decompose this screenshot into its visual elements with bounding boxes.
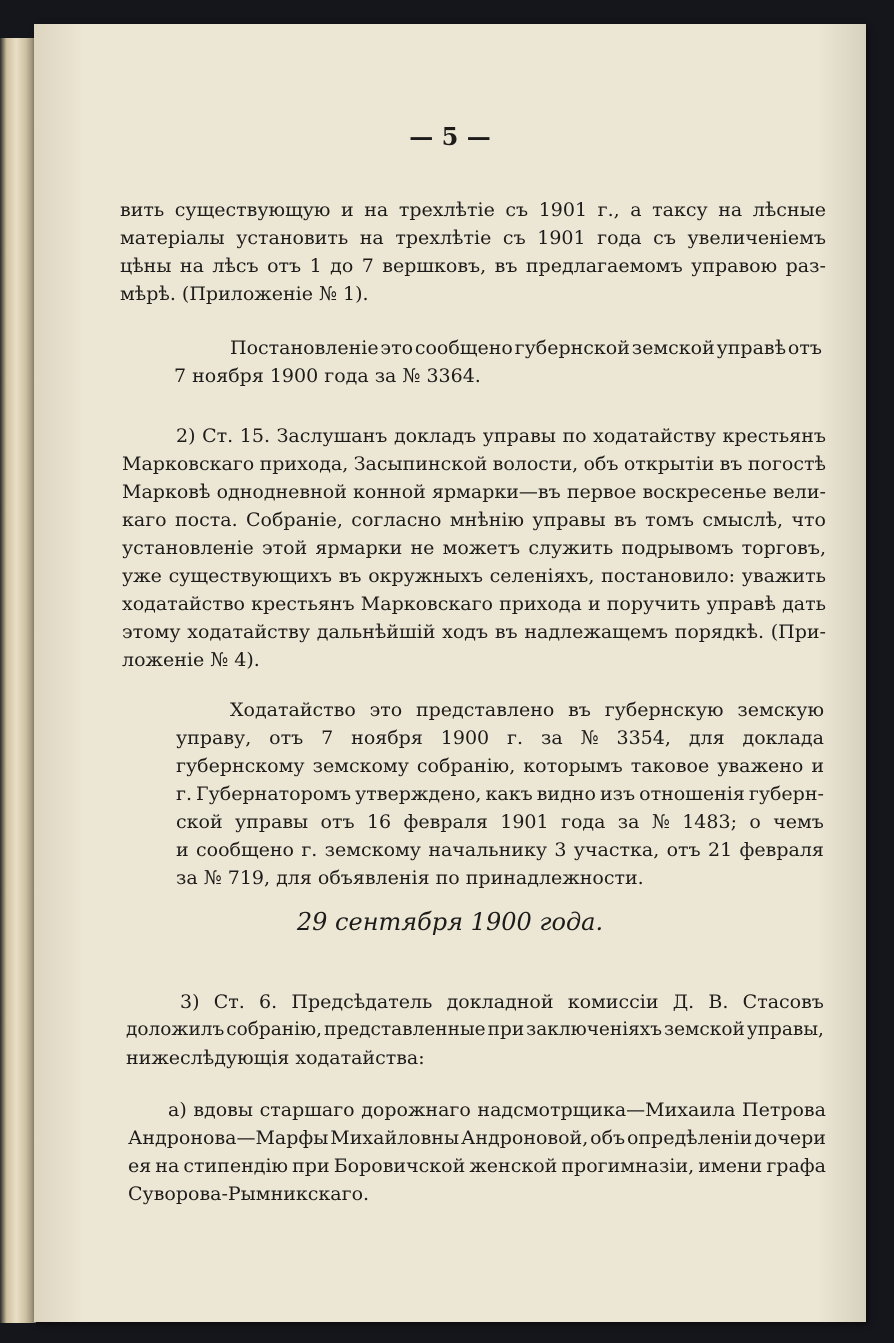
word: г.,	[597, 199, 620, 221]
word: года	[597, 227, 642, 249]
text-line	[176, 780, 824, 808]
text-line: за № 719, для объявленія по принадлежности.	[176, 867, 644, 889]
text-line: нижеслѣдующія ходатайства:	[126, 1047, 425, 1069]
paragraph-tax	[120, 196, 826, 308]
word: дальнѣйшій	[316, 621, 436, 643]
word: окружныхъ	[368, 565, 483, 587]
word: собранію,	[226, 1019, 323, 1040]
word: управѣ	[706, 593, 776, 615]
word: установленіе	[122, 537, 254, 559]
text-line	[120, 196, 826, 224]
word: подрывомъ	[621, 537, 734, 559]
word: Стасовъ	[742, 991, 824, 1013]
word: этому	[122, 621, 181, 643]
word: 3	[554, 839, 567, 861]
word: дочери	[754, 1127, 826, 1149]
word: ноября	[351, 727, 423, 749]
word: 1901	[537, 227, 586, 249]
text-line	[122, 534, 826, 562]
word: что	[791, 509, 826, 531]
word: порядкѣ.	[674, 621, 764, 643]
word: можетъ	[442, 537, 521, 559]
word: №	[580, 727, 599, 749]
word: 3)	[180, 991, 200, 1013]
word: года	[560, 811, 606, 833]
word: и	[587, 593, 601, 615]
text-line	[122, 506, 826, 534]
word: заключеніяхъ	[526, 1019, 662, 1040]
word: съ	[505, 199, 529, 221]
word: каго	[122, 509, 167, 531]
word: въ	[338, 565, 362, 587]
word: 2)	[176, 425, 196, 447]
text-line	[120, 224, 826, 252]
word: изъ	[599, 783, 636, 805]
word: для	[688, 727, 725, 749]
word: Боровичской	[333, 1155, 466, 1177]
word: таксу	[652, 199, 708, 221]
word: отъ	[267, 255, 302, 277]
text-line	[128, 1124, 826, 1152]
word: это	[369, 699, 403, 721]
word: сообщено	[196, 839, 294, 861]
text-line	[174, 334, 822, 362]
word: а	[630, 199, 642, 221]
word: Предсѣдатель	[291, 991, 433, 1013]
word: мнѣнію	[449, 509, 525, 531]
text-line	[122, 562, 826, 590]
word: дать	[782, 593, 826, 615]
word: однодневной	[216, 481, 347, 503]
text-line	[126, 988, 824, 1016]
word: вершковъ,	[382, 255, 487, 277]
word: управы,	[746, 1019, 824, 1040]
paragraph-petition-forwarded	[176, 696, 824, 892]
word: прихода	[499, 593, 582, 615]
word: 6.	[259, 991, 278, 1013]
word: земскому	[324, 839, 421, 861]
word: о	[749, 811, 761, 833]
word: Собраніе,	[245, 509, 343, 531]
word: ской	[176, 811, 223, 833]
word: Михайловны	[330, 1127, 460, 1149]
word: крестьянъ	[251, 593, 355, 615]
word: собранію,	[416, 755, 516, 777]
word: Д.	[672, 991, 695, 1013]
text-line: Суворова-Рымникскаго.	[128, 1183, 370, 1205]
text-line	[128, 1152, 826, 1180]
word: Андроновой,	[460, 1127, 589, 1149]
word: 1	[309, 255, 322, 277]
word: при	[487, 1019, 525, 1040]
text-line	[176, 696, 824, 724]
word: отъ	[666, 839, 701, 861]
word: на	[179, 255, 204, 277]
word: на	[718, 199, 743, 221]
word: представлено	[415, 699, 555, 721]
word: отъ	[269, 727, 304, 749]
word: начальнику	[428, 839, 548, 861]
word: уважено	[717, 755, 804, 777]
word: управы	[482, 425, 556, 447]
word: уже	[122, 565, 162, 587]
word: существующихъ	[168, 565, 333, 587]
word: г.	[301, 839, 318, 861]
word: февраля	[403, 811, 488, 833]
word: надлежащемъ	[524, 621, 668, 643]
word: не	[410, 537, 435, 559]
word: отношенія	[639, 783, 745, 805]
word: томъ	[645, 509, 694, 531]
word: Ходатайство	[230, 699, 356, 721]
word: докладной	[446, 991, 554, 1013]
word: на	[155, 1155, 180, 1177]
word: этой	[261, 537, 308, 559]
word: за	[540, 727, 563, 749]
word: Ст.	[213, 991, 245, 1013]
word: земскую	[737, 699, 824, 721]
word: предлагаемомъ	[525, 255, 683, 277]
text-line	[122, 450, 826, 478]
word: управы	[235, 811, 309, 833]
word: вели-	[772, 481, 826, 503]
document-page	[34, 24, 866, 1322]
word: сообщено	[414, 337, 513, 359]
word: и	[176, 839, 189, 861]
word: ходъ	[442, 621, 489, 643]
word: докладъ	[393, 425, 477, 447]
word: какъ	[485, 783, 533, 805]
word: губерн-	[748, 783, 824, 805]
text-line	[126, 1016, 824, 1044]
word: земской	[631, 337, 715, 359]
word: доклада	[742, 727, 824, 749]
word: на	[364, 199, 389, 221]
word: лѣсъ	[212, 255, 259, 277]
word: февраля	[739, 839, 824, 861]
word: въ	[494, 255, 518, 277]
word: матеріалы	[120, 227, 225, 249]
word: 1900	[440, 727, 490, 749]
word: въ	[719, 453, 743, 475]
word: 7	[361, 255, 374, 277]
word: старшаго	[259, 1099, 355, 1121]
word: Заслушанъ	[276, 425, 388, 447]
word: участка,	[573, 839, 660, 861]
word: крестьянъ	[722, 425, 826, 447]
word: до	[330, 255, 354, 277]
word: ярмарки—въ	[431, 481, 561, 503]
paragraph-resolution-sent	[174, 334, 822, 390]
text-line	[176, 836, 824, 864]
word: Марковскаго	[122, 453, 255, 475]
page-number: — 5 —	[409, 122, 491, 151]
word: управѣ	[716, 337, 787, 359]
word: объ	[583, 453, 619, 475]
word: прихода,	[259, 453, 349, 475]
book-spine-edge	[0, 38, 36, 1323]
word: открытіи	[623, 453, 715, 475]
text-line: ложеніе № 4).	[122, 649, 260, 671]
word: трехлѣтіе	[395, 227, 492, 249]
word: вдовы	[193, 1099, 253, 1121]
text-line	[122, 590, 826, 618]
text-line	[176, 724, 824, 752]
word: въ	[613, 509, 637, 531]
text-line: мѣрѣ. (Приложеніе № 1).	[120, 283, 369, 305]
word: управою	[691, 255, 778, 277]
word: при	[292, 1155, 330, 1177]
word: смыслѣ,	[702, 509, 784, 531]
word: представленные	[324, 1019, 486, 1040]
word: а)	[168, 1099, 187, 1121]
word: и	[811, 755, 824, 777]
word: доложилъ	[126, 1019, 225, 1040]
word: графа	[766, 1155, 826, 1177]
word: по	[562, 425, 587, 447]
word: чемъ	[773, 811, 824, 833]
word: видно	[536, 783, 596, 805]
word: управы	[532, 509, 606, 531]
word: вить	[120, 199, 165, 221]
word: лѣсные	[752, 199, 826, 221]
word: уважить	[741, 565, 826, 587]
text-line	[176, 752, 824, 780]
word: г.	[507, 727, 524, 749]
word: за	[617, 811, 640, 833]
word: съ	[502, 227, 526, 249]
word: губернской	[514, 337, 630, 359]
paragraph-fair-petition	[122, 422, 826, 674]
word: раз-	[785, 255, 826, 277]
word: ея	[128, 1155, 152, 1177]
text-line	[122, 478, 826, 506]
word: земскому	[312, 755, 409, 777]
word: служить	[528, 537, 614, 559]
word: существующую	[174, 199, 331, 221]
word: постановило:	[601, 565, 736, 587]
paragraph-widow-petition	[128, 1096, 826, 1208]
word: 16	[366, 811, 392, 833]
word: ходатайство	[122, 593, 245, 615]
word: конной	[353, 481, 426, 503]
word: земской	[664, 1019, 745, 1040]
word: цѣны	[120, 255, 172, 277]
word: утверждено,	[355, 783, 482, 805]
word: 21	[708, 839, 733, 861]
word: волости,	[492, 453, 579, 475]
text-line	[120, 252, 826, 280]
word: 3354,	[616, 727, 671, 749]
word: опредѣленіи	[626, 1127, 753, 1149]
word: В.	[708, 991, 729, 1013]
word: въ	[568, 699, 591, 721]
text-line	[128, 1096, 826, 1124]
word: дорожнаго	[361, 1099, 471, 1121]
word: Андронова—Марфы	[128, 1127, 329, 1149]
word: Постановленіе	[230, 337, 379, 359]
word: ярмарки	[315, 537, 403, 559]
word: имени	[698, 1155, 763, 1177]
text-line	[122, 618, 826, 646]
word: на	[359, 227, 384, 249]
word: это	[380, 337, 414, 359]
word: губернскому	[176, 755, 305, 777]
word: трехлѣтіе	[398, 199, 495, 221]
word: ходатайству	[593, 425, 716, 447]
word: 1901	[538, 199, 588, 221]
text-line	[176, 808, 824, 836]
word: отъ	[320, 811, 355, 833]
word: (При-	[770, 621, 826, 643]
word: губернскую	[604, 699, 724, 721]
word: 1901	[500, 811, 549, 833]
word: объ	[590, 1127, 626, 1149]
word: установить	[236, 227, 349, 249]
word: отъ	[787, 337, 822, 359]
word: съ	[653, 227, 676, 249]
word: Засыпинской	[353, 453, 488, 475]
word: и	[341, 199, 354, 221]
text-line: 7 ноября 1900 года за № 3364.	[174, 365, 481, 387]
paragraph-commission-report	[126, 988, 824, 1072]
word: поручить	[606, 593, 701, 615]
word: надсмотрщика—Михаила	[477, 1099, 736, 1121]
word: г.	[176, 783, 192, 805]
word: торговъ,	[741, 537, 826, 559]
word: Петрова	[742, 1099, 826, 1121]
word: 15.	[239, 425, 270, 447]
word: женской	[469, 1155, 558, 1177]
word: первое	[566, 481, 637, 503]
word: согласно	[351, 509, 442, 531]
word: Марковѣ	[122, 481, 211, 503]
word: которымъ	[523, 755, 623, 777]
word: прогимназіи,	[561, 1155, 695, 1177]
word: Губернаторомъ	[196, 783, 352, 805]
word: ходатайству	[187, 621, 311, 643]
word: управу,	[176, 727, 252, 749]
word: увеличеніемъ	[687, 227, 826, 249]
word: 1483;	[682, 811, 737, 833]
word: въ	[494, 621, 518, 643]
word: погостѣ	[747, 453, 826, 475]
text-line	[122, 422, 826, 450]
word: селеніяхъ,	[489, 565, 595, 587]
word: Ст.	[202, 425, 234, 447]
word: таковое	[630, 755, 710, 777]
word: Марковскаго	[360, 593, 493, 615]
word: №	[651, 811, 670, 833]
word: 7	[321, 727, 334, 749]
word: комиссіи	[567, 991, 659, 1013]
word: воскресенье	[642, 481, 767, 503]
word: стипендію	[183, 1155, 289, 1177]
date-heading: 29 сентября 1900 года.	[296, 908, 604, 936]
word: поста.	[174, 509, 238, 531]
